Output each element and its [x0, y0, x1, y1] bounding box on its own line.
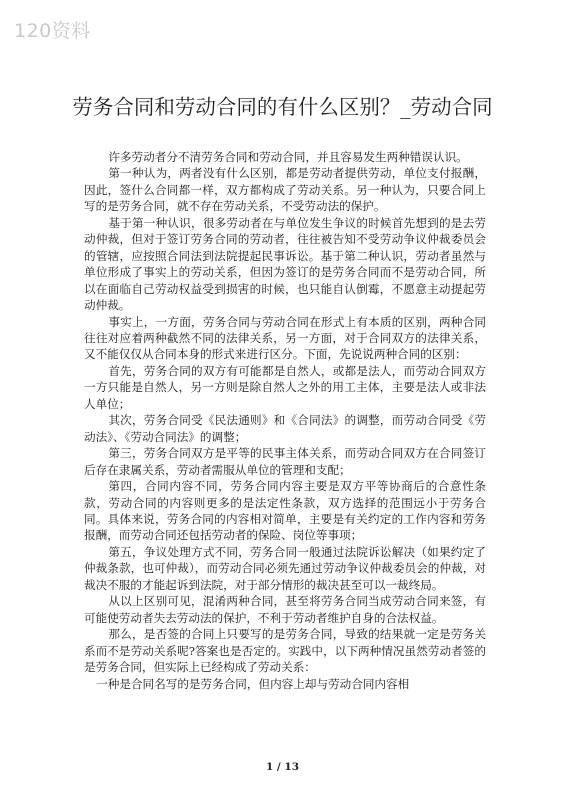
paragraph: 事实上，一方面，劳务合同与劳动合同在形式上有本质的区别，两种合同往往对应着两种截然不同的法律关系，另一方面，对于合同双方的法律关系，又不能仅仅从合同本身的形式来进行区分。下面，先说说两种合同的区别： — [84, 314, 486, 362]
paragraph: 许多劳动者分不清劳务合同和劳动合同，并且容易发生两种错误认识。 — [108, 150, 468, 164]
paragraph: 第三，劳务合同双方是平等的民事主体关系，而劳动合同双方在合同签订后存在隶属关系，劳动者需服从单位的管理和支配； — [84, 446, 486, 477]
paragraph: 首先，劳务合同的双方有可能都是自然人，或都是法人，而劳动合同双方一方只能是自然人，另一方则是除自然人之外的用工主体，主要是法人或非法人单位； — [84, 363, 486, 411]
paragraph: 从以上区别可见，混淆两种合同，甚至将劳务合同当成劳动合同来签，有可能使劳动者失去劳动法的保护，不利于劳动者维护自身的合法权益。 — [84, 594, 486, 625]
paragraph: 第一种认为，两者没有什么区别，都是劳动者提供劳动，单位支付报酬，因此，签什么合同都一样，双方都构成了劳动关系。另一种认为，只要合同上写的是劳务合同，就不存在劳动关系，不受劳动法的保护。 — [84, 166, 486, 214]
paragraph: 第五，争议处理方式不同，劳务合同一般通过法院诉讼解决（如果约定了仲裁条款，也可仲裁），而劳动合同必须先通过劳动争议仲裁委员会的仲裁，对裁决不服的才能起诉到法院，对于部分情形的裁决甚至可以一裁终局。 — [84, 544, 486, 592]
paragraph: 基于第一种认识，很多劳动者在与单位发生争议的时候首先想到的是去劳动仲裁，但对于签订劳务合同的劳动者，往往被告知不受劳动争议仲裁委员会的管辖，应按照合同法到法院提起民事诉讼。基于第二种认识，劳动者虽然与单位形成了事实上的劳动关系，但因为签订的是劳务合同而不是劳动合同，所以在面临自己劳动权益受到损害的时候，也只能自认倒霉，不愿意主动提起劳动仲裁。 — [84, 215, 486, 313]
document-title: 劳务合同和劳动合同的有什么区别？_劳动合同 — [72, 94, 493, 119]
page-number: 1 / 13 — [265, 761, 300, 773]
document-body — [84, 149, 486, 692]
paragraph: 那么，是否签的合同上只要写的是劳务合同，导致的结果就一定是劳务关系而不是劳动关系呢?答案也是否定的。实践中，以下两种情况虽然劳动者签的是劳务合同，但实际上已经构成了劳动关系： — [84, 627, 486, 675]
paragraph: 第四，合同内容不同，劳务合同内容主要是双方平等协商后的合意性条款，劳动合同的内容则更多的是法定性条款，双方选择的范围远小于劳务合同。具体来说，劳务合同的内容相对简单，主要是有关约定的工作内容和劳务报酬，而劳动合同还包括劳动者的保险、岗位等事项； — [84, 479, 486, 543]
paragraph: 一种是合同名写的是劳务合同，但内容上却与劳动合同内容相 — [96, 676, 410, 691]
watermark-logo: 120资料 — [14, 20, 91, 42]
paragraph: 其次，劳务合同受《民法通则》和《合同法》的调整，而劳动合同受《劳动法》、《劳动合同法》的调整； — [84, 413, 486, 444]
